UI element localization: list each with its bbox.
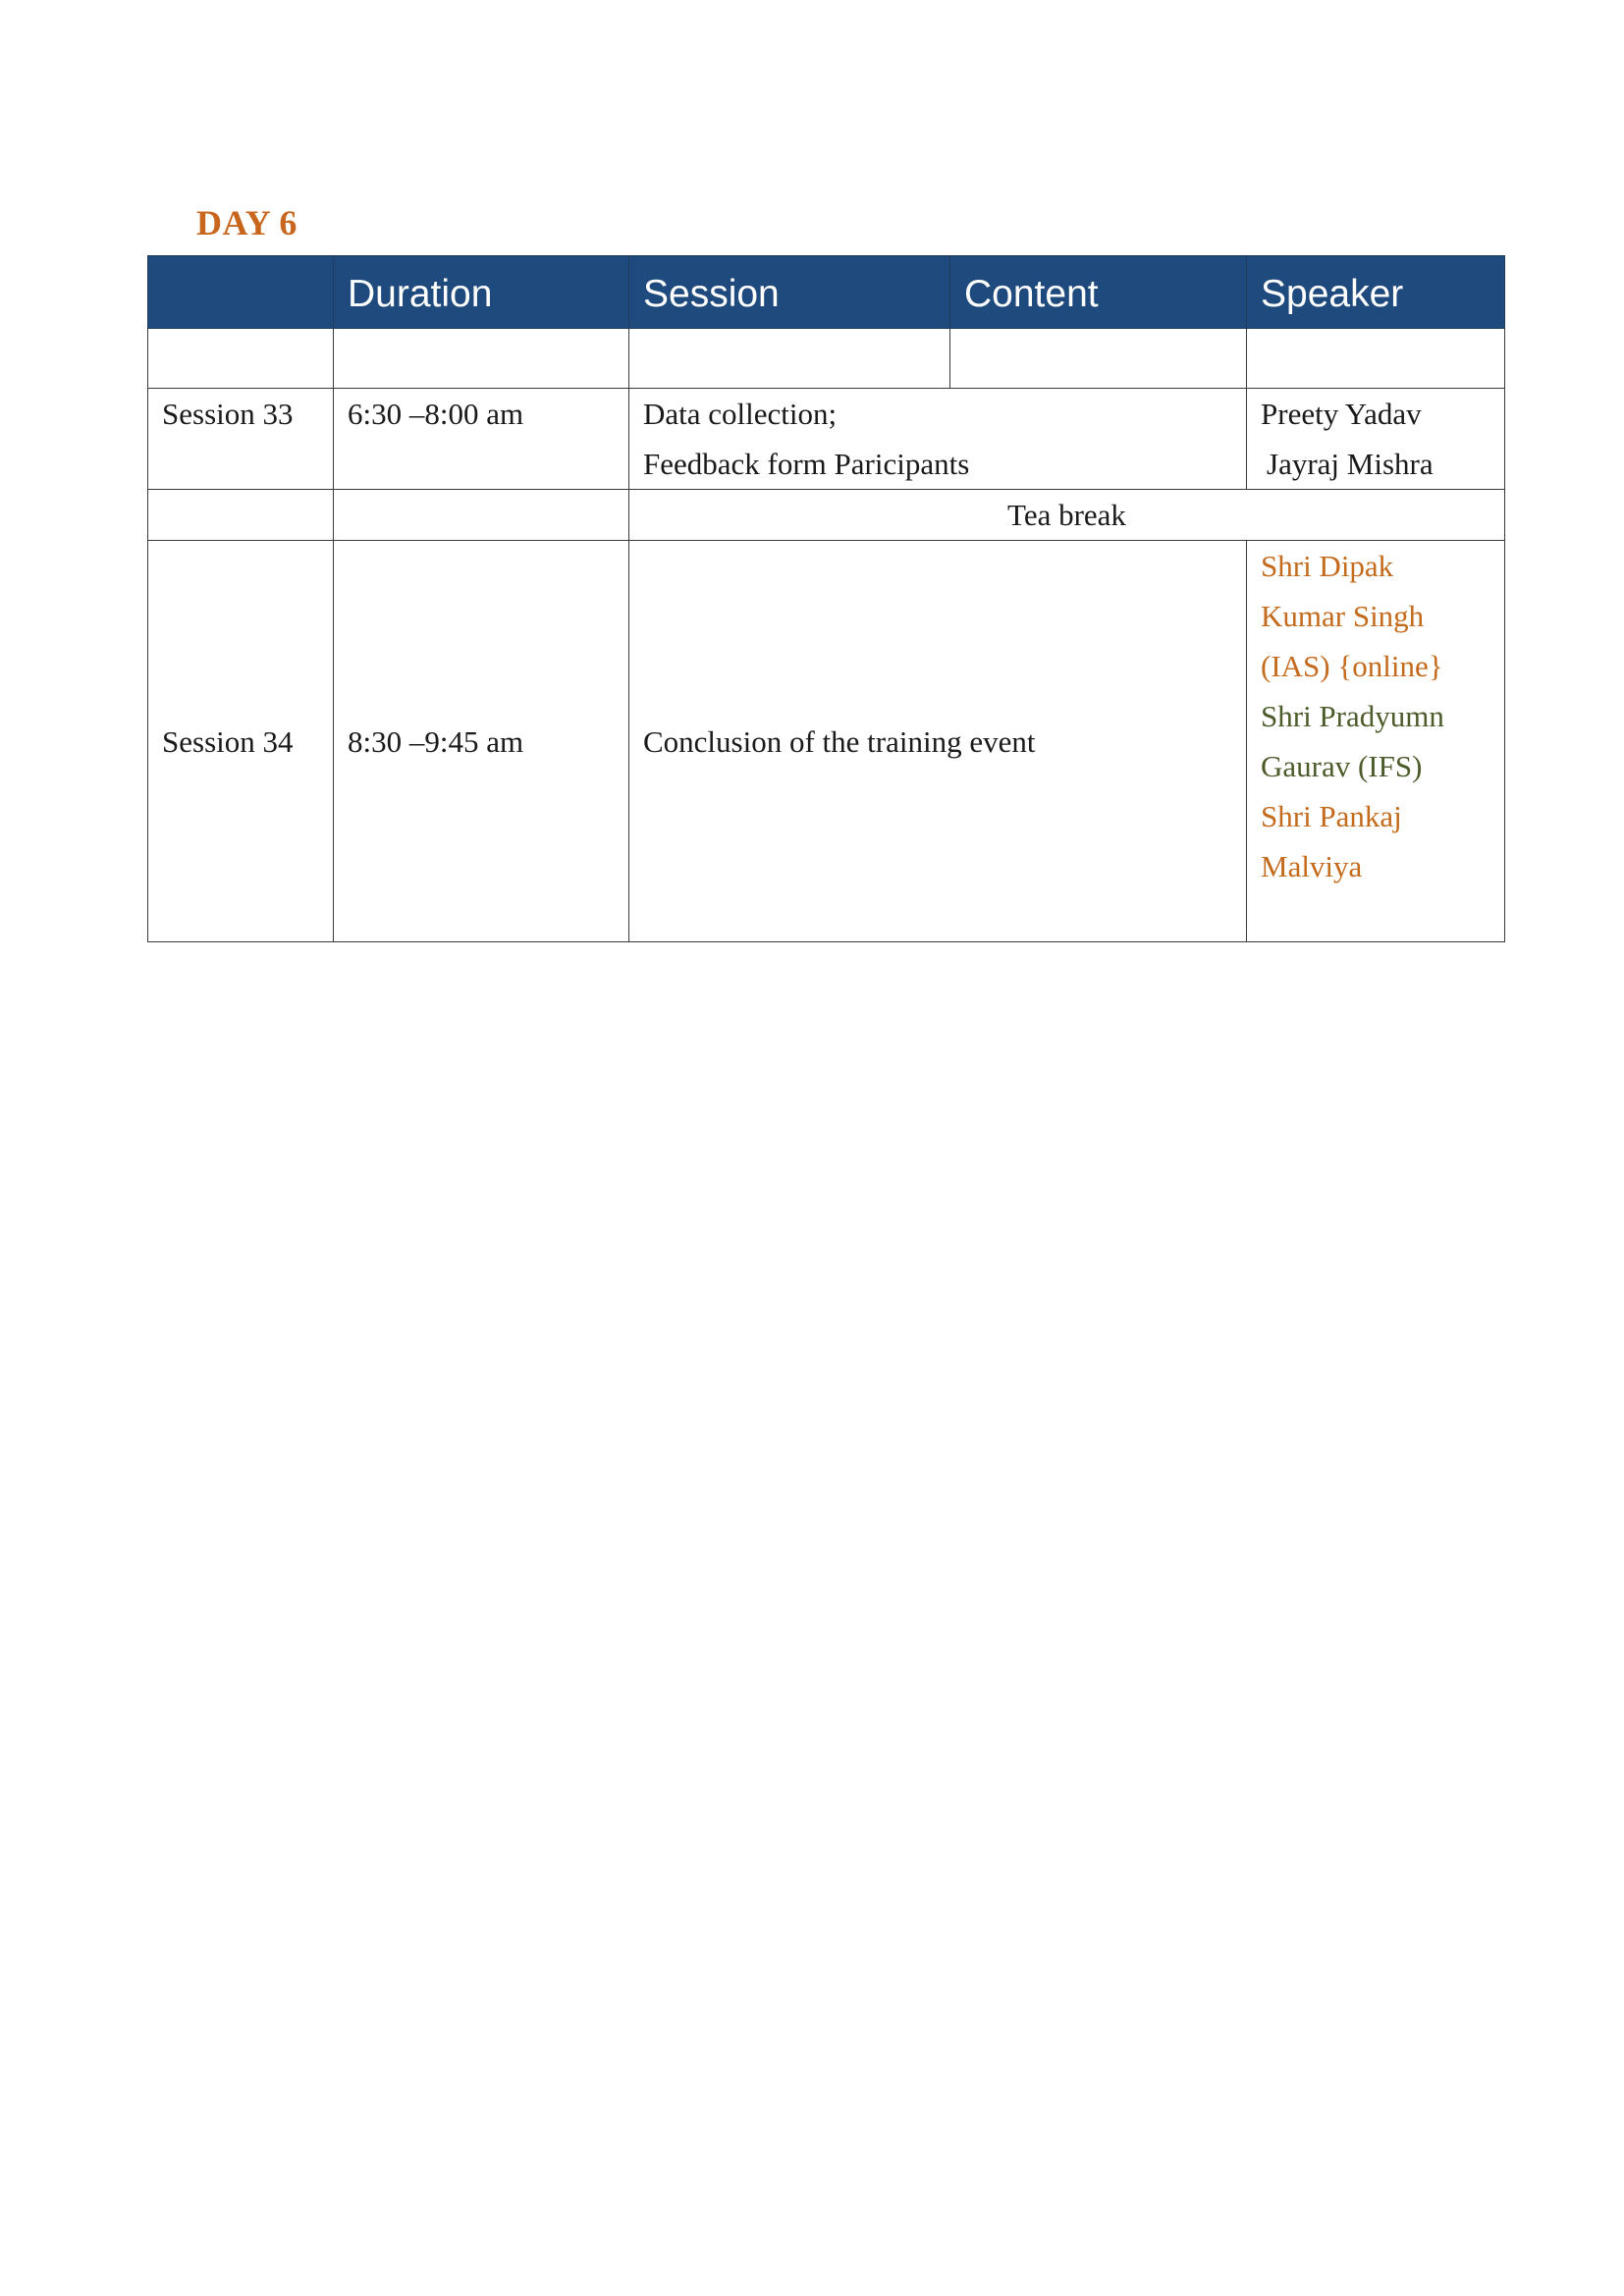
header-speaker: Speaker [1247,256,1505,329]
session-line: Data collection; [643,397,838,431]
table-header-row [148,256,1505,329]
session-line: Feedback form Paricipants [643,447,970,481]
header-duration: Duration [334,256,629,329]
speaker-name: Shri Pradyumn [1261,699,1444,733]
speaker-name: Malviya [1261,849,1363,883]
header-session: Session [629,256,950,329]
empty-cell [148,329,334,389]
table-row-empty [148,329,1505,389]
empty-cell [148,490,334,541]
speaker-name: Shri Dipak [1261,549,1394,583]
table-row-session-34 [148,541,1505,942]
session-duration: 8:30 –9:45 am [334,541,629,942]
speaker-cell [1247,541,1505,942]
session-duration: 6:30 –8:00 am [334,389,629,490]
empty-cell [334,329,629,389]
speaker-name: Preety Yadav [1261,397,1422,431]
empty-cell [629,329,950,389]
speaker-name: Gaurav (IFS) [1261,749,1423,783]
tea-break-label: Tea break [629,490,1505,541]
empty-cell [334,490,629,541]
session-number: Session 34 [148,541,334,942]
empty-cell [1247,329,1505,389]
session-number: Session 33 [148,389,334,490]
session-description [629,389,1247,490]
session-description: Conclusion of the training event [629,541,1247,942]
table-row-session-33 [148,389,1505,490]
header-blank [148,256,334,329]
speaker-name: Jayraj Mishra [1267,447,1434,481]
speaker-name: (IAS) {online} [1261,649,1443,683]
speaker-cell [1247,389,1505,490]
speaker-name: Kumar Singh [1261,599,1425,633]
day-title: DAY 6 [196,203,298,242]
schedule-table [147,255,1505,942]
empty-cell [950,329,1247,389]
header-content: Content [950,256,1247,329]
speaker-name: Shri Pankaj [1261,799,1402,833]
table-row-tea-break [148,490,1505,541]
